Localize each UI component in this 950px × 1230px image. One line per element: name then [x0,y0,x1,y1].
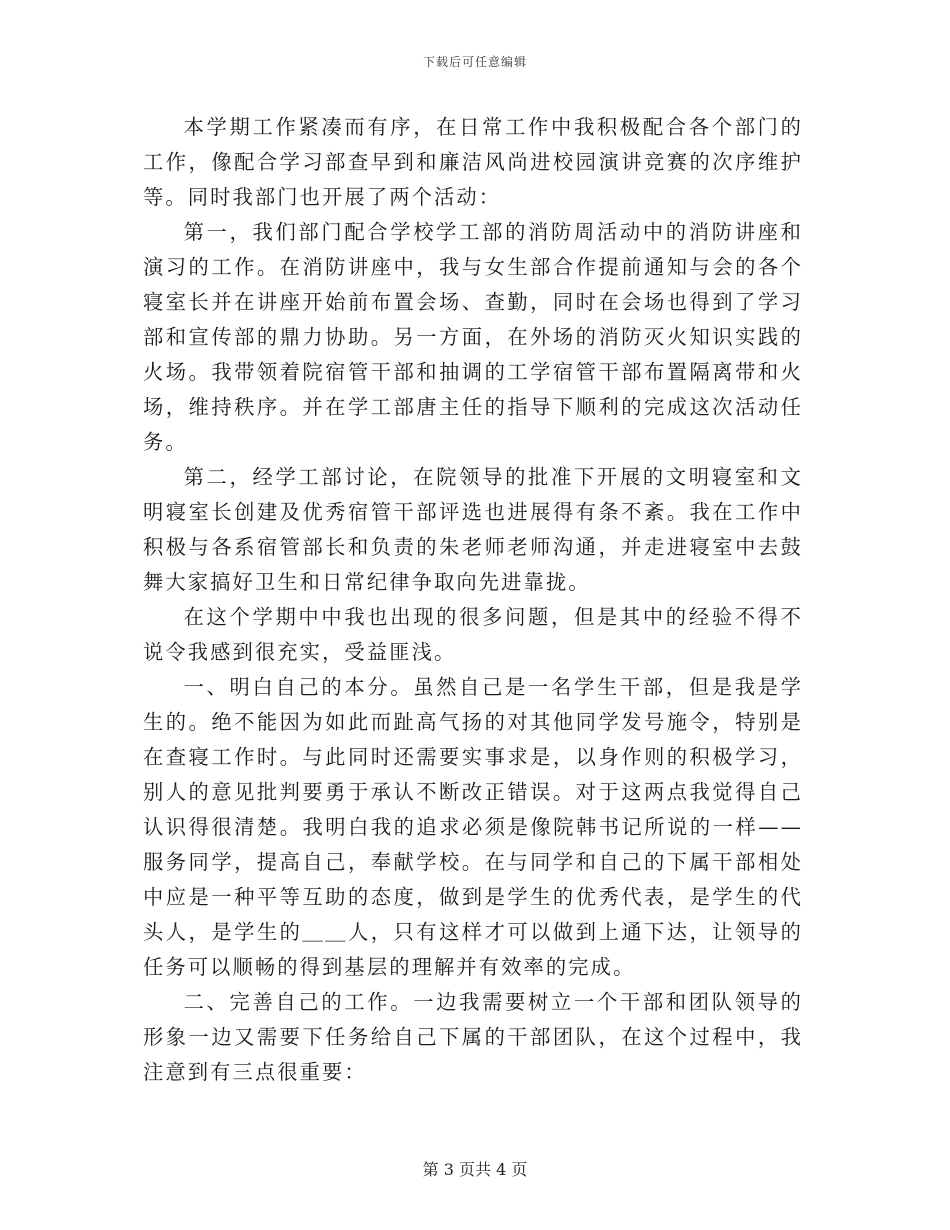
paragraph-problems: 在这个学期中中我也出现的很多问题，但是其中的经验不得不说令我感到很充实，受益匪浅。 [143,605,803,664]
page-header: 下载后可任意编辑 [422,55,527,69]
paragraph-point-one: 一、明白自己的本分。虽然自己是一名学生干部，但是我是学生的。绝不能因为如此而趾高气扬的对其他同学发号施令，特别是在查寝工作时。与此同时还需要实事求是，以身作则的积极学习，别人的意见批判要勇于承认不断改正错误。对于这两点我觉得自己认识得很清楚。我明白我的追求必须是像院韩书记所说的一样——服务同学，提高自己，奉献学校。在与同学和自己的下属干部相处中应是一种平等互助的态度，做到是学生的优秀代表，是学生的代头人，是学生的＿＿人，只有这样才可以做到上通下达，让领导的任务可以顺畅的得到基层的理解并有效率的完成。 [143,675,803,979]
paragraph-second-activity: 第二，经学工部讨论，在院领导的批准下开展的文明寝室和文明寝室长创建及优秀宿管干部评选也进展得有条不紊。我在工作中积极与各系宿管部长和负责的朱老师老师沟通，并走进寝室中去鼓舞大家搞好卫生和日常纪律争取向先进靠拢。 [143,465,803,594]
document-body [143,110,803,1090]
paragraph-intro: 本学期工作紧凑而有序，在日常工作中我积极配合各个部门的工作，像配合学习部查早到和廉洁风尚进校园演讲竞赛的次序维护等。同时我部门也开展了两个活动： [143,115,803,209]
page-number: 第 3 页共 4 页 [422,1160,528,1179]
paragraph-first-activity: 第一，我们部门配合学校学工部的消防周活动中的消防讲座和演习的工作。在消防讲座中，我与女生部合作提前通知与会的各个寝室长并在讲座开始前布置会场、查勤，同时在会场也得到了学习部和宣传部的鼎力协助。另一方面，在外场的消防灭火知识实践的火场。我带领着院宿管干部和抽调的工学宿管干部布置隔离带和火场，维持秩序。并在学工部唐主任的指导下顺利的完成这次活动任务。 [143,220,803,454]
paragraph-point-two: 二、完善自己的工作。一边我需要树立一个干部和团队领导的形象一边又需要下任务给自己下属的干部团队，在这个过程中，我注意到有三点很重要： [143,990,803,1084]
